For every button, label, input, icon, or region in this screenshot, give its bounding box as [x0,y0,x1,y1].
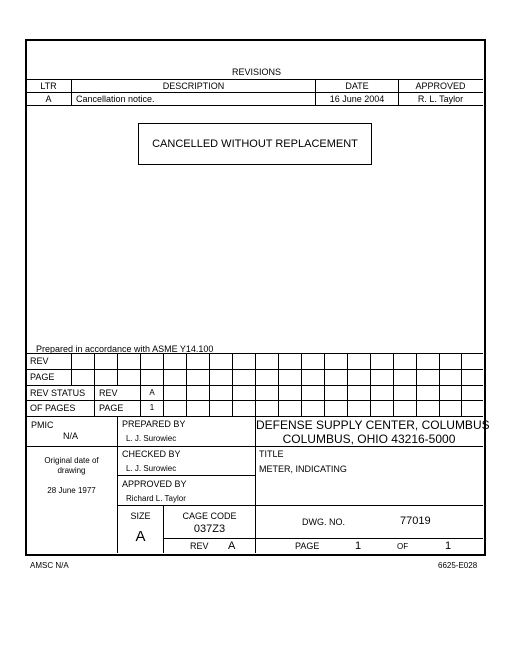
rule [26,446,117,447]
title-value: METER, INDICATING [259,464,347,474]
prepared-note: Prepared in accordance with ASME Y14.100 [36,344,214,354]
checked-by-name: L. J. Surowiec [126,464,177,473]
pmic-label: PMIC [31,420,54,430]
size-label: SIZE [130,511,151,521]
cage-code-label: CAGE CODE [182,511,237,521]
revision-approved: R. L. Taylor [417,94,464,104]
cage-code-value: 037Z3 [193,523,226,535]
rule [347,353,348,416]
of-label: OF [397,542,409,551]
rule [461,353,462,416]
status-rev-label: REV [99,388,118,398]
ltr-header: LTR [40,81,57,91]
org-name: DEFENSE SUPPLY CENTER, COLUMBUS [256,418,490,432]
rule [393,353,394,416]
pmic-value: N/A [63,431,79,441]
org-address: COLUMBUS, OHIO 43216-5000 [282,432,456,446]
footer-left: AMSC N/A [30,561,69,570]
dwg-no-value: 77019 [400,515,431,527]
rev-status-label: REV STATUS [30,388,86,398]
description-header: DESCRIPTION [162,81,225,91]
footer-right: 6625-E028 [438,561,478,570]
status-rev-value: A [149,388,155,397]
page-row-label: PAGE [30,372,55,382]
of-value: 1 [445,540,452,552]
page-label: PAGE [295,541,320,551]
rule [26,79,483,80]
rule [163,538,483,539]
rule [117,446,483,447]
original-date-label-2: drawing [57,466,86,475]
revision-letter: A [45,94,52,104]
original-date: 28 June 1977 [47,486,96,495]
rule [255,353,256,416]
rule [117,505,483,506]
rule [301,353,302,416]
rev-row-label: REV [30,356,49,366]
rule [26,105,483,106]
original-date-label: Original date of [44,456,99,465]
title-label: TITLE [259,449,284,459]
rule [278,353,279,416]
cancellation-notice: CANCELLED WITHOUT REPLACEMENT [138,123,372,165]
rule [439,353,440,416]
rev-label: REV [190,541,209,551]
rule [26,92,483,93]
status-page-label: PAGE [99,403,124,413]
revision-description: Cancellation notice. [76,94,155,104]
rule [163,353,164,416]
rule [186,353,187,416]
revisions-title: REVISIONS [232,67,282,77]
rule [117,353,118,385]
approved-by-label: APPROVED BY [122,479,187,489]
prepared-by-name: L. J. Surowiec [126,434,177,443]
approved-by-name: Richard L. Taylor [126,494,186,503]
date-header: DATE [345,81,369,91]
rule [232,353,233,416]
revision-date: 16 June 2004 [329,94,385,104]
dwg-no-label: DWG. NO. [302,517,345,527]
rule [117,475,255,476]
rule [370,353,371,416]
rule [71,353,72,385]
approved-header: APPROVED [415,81,466,91]
status-page-value: 1 [149,403,155,412]
rule [94,385,95,416]
size-value: A [135,528,146,545]
prepared-by-label: PREPARED BY [122,419,186,429]
rule [94,353,95,385]
of-pages-label: OF PAGES [30,403,76,413]
checked-by-label: CHECKED BY [122,449,181,459]
rev-value: A [228,540,236,552]
rule [324,353,325,416]
page-value: 1 [355,540,362,552]
rule [416,353,417,416]
rule [209,353,210,416]
